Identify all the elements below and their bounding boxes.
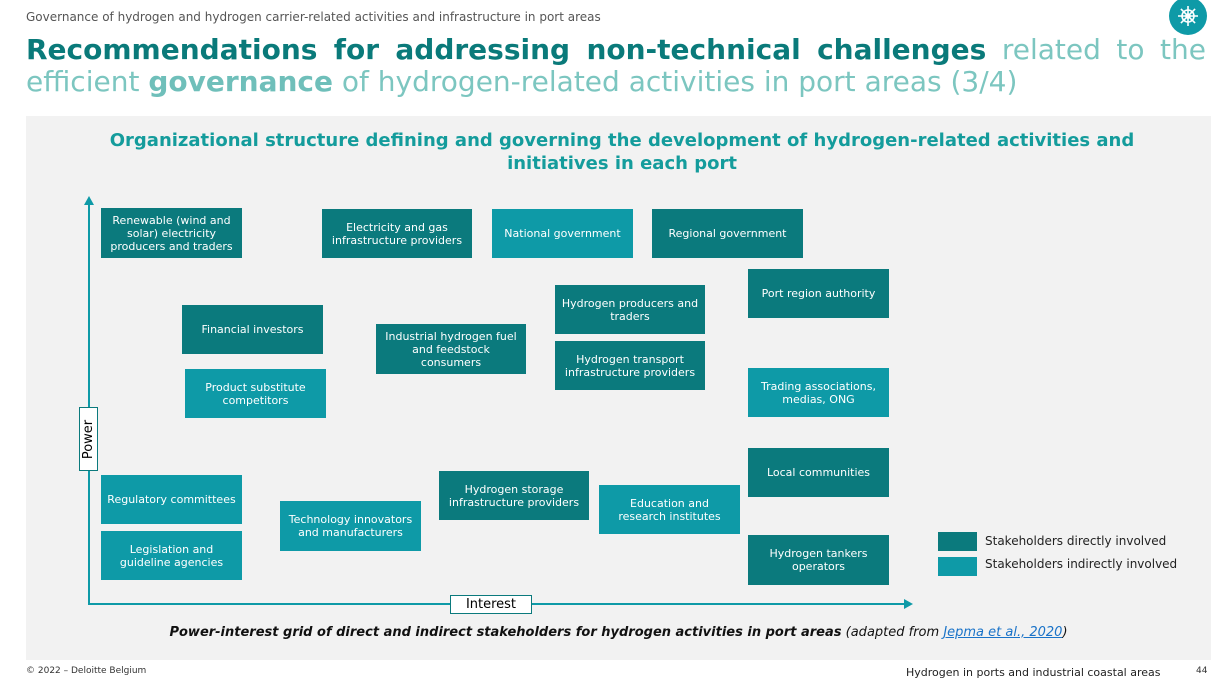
title-governance-word: governance xyxy=(148,65,334,98)
y-axis-label: Power xyxy=(79,407,98,471)
title-regular-part: related to the efficient xyxy=(26,33,1206,98)
footer-doc-title: Hydrogen in ports and industrial coastal areas xyxy=(906,666,1161,679)
stakeholder-port-region-authority: Port region authority xyxy=(748,269,889,318)
legend-swatch-indirect xyxy=(938,557,977,576)
stakeholder-trading-associations: Trading associations, medias, ONG xyxy=(748,368,889,417)
stakeholder-renewable-producers: Renewable (wind and solar) electricity producers and traders xyxy=(101,208,242,258)
stakeholder-regional-government: Regional government xyxy=(652,209,803,258)
legend-label-direct: Stakeholders directly involved xyxy=(985,534,1167,548)
stakeholder-hydrogen-storage: Hydrogen storage infrastructure providers xyxy=(439,471,589,520)
stakeholder-technology-innovators: Technology innovators and manufacturers xyxy=(280,501,421,551)
caption-pre: (adapted from xyxy=(841,625,944,640)
x-axis-arrow xyxy=(904,599,913,609)
title-bold-part: Recommendations for addressing non-technical challenges xyxy=(26,33,987,66)
legend-label-indirect: Stakeholders indirectly involved xyxy=(985,557,1178,571)
stakeholder-financial-investors: Financial investors xyxy=(182,305,323,354)
stakeholder-local-communities: Local communities xyxy=(748,448,889,497)
stakeholder-hydrogen-tankers: Hydrogen tankers operators xyxy=(748,535,889,585)
stakeholder-product-substitute-competitors: Product substitute competitors xyxy=(185,369,326,418)
x-axis-label: Interest xyxy=(450,595,532,614)
diagram-subtitle: Organizational structure defining and governing the development of hydrogen-related activities and initiatives in each port xyxy=(109,130,1135,174)
caption-post: ) xyxy=(1062,625,1068,640)
caption-bold-text: Power-interest grid of direct and indirect stakeholders for hydrogen activities in port areas xyxy=(169,625,842,640)
stakeholder-industrial-hydrogen-consumers: Industrial hydrogen fuel and feedstock consumers xyxy=(376,324,526,374)
stakeholder-education-research: Education and research institutes xyxy=(599,485,740,534)
stakeholder-legislation-agencies: Legislation and guideline agencies xyxy=(101,531,242,580)
stakeholder-electricity-gas-infrastructure: Electricity and gas infrastructure providers xyxy=(322,209,472,258)
caption-source-link[interactable]: Jepma et al., 2020 xyxy=(943,625,1063,640)
page-number: 44 xyxy=(1196,666,1208,676)
footer-copyright: © 2022 – Deloitte Belgium xyxy=(26,666,147,676)
stakeholder-hydrogen-transport: Hydrogen transport infrastructure providers xyxy=(555,341,705,390)
legend-swatch-direct xyxy=(938,532,977,551)
y-axis-arrow xyxy=(84,196,94,205)
stakeholder-national-government: National government xyxy=(492,209,633,258)
stakeholder-regulatory-committees: Regulatory committees xyxy=(101,475,242,524)
title-regular-part-end: of hydrogen-related activities in port areas (3/4) xyxy=(333,65,1018,98)
stakeholder-hydrogen-producers: Hydrogen producers and traders xyxy=(555,285,705,334)
header-topline: Governance of hydrogen and hydrogen carrier-related activities and infrastructure in port areas xyxy=(26,10,601,24)
diagram-caption xyxy=(26,625,1211,640)
